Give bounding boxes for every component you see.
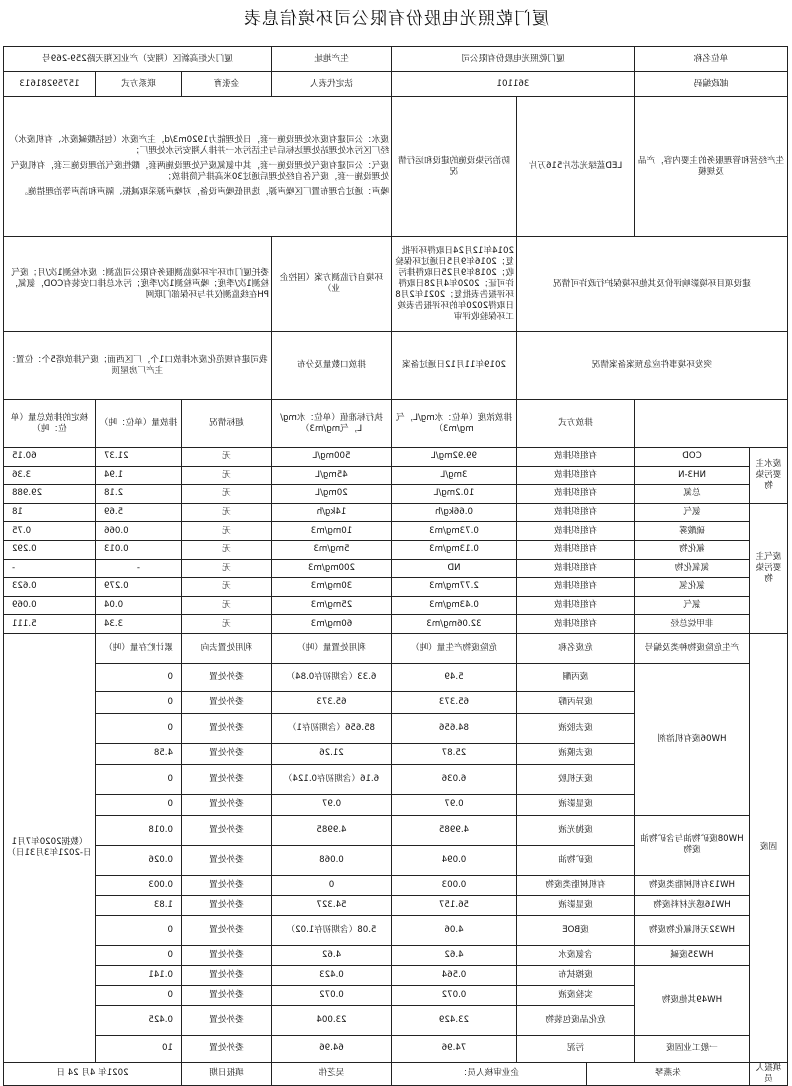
table-row: HW49其他废物 废擦拭布 0.564 0.423 委外处置 0.141 [3, 965, 787, 985]
table-row: 废去膜液 25.87 21.26 委外处置 4.58 [3, 743, 787, 764]
environment-info-table [3, 46, 788, 1086]
table-row: 一般工业固废 污泥 74.96 64.96 委外处置 10 [3, 1035, 787, 1062]
table-row: 氟化物 有组织排放 0.13mg/m3 5mg/m3 无 0.013 0.292 [3, 540, 787, 559]
reviewer-label: 企业审核人员： [391, 1062, 586, 1085]
contact-value: 15759281613 [3, 72, 95, 97]
table-row: HW13有机树脂类废物 有机树脂类废物 0.003 0 委外处置 0.003 [3, 875, 787, 895]
reviewer-value: 吴芝伟 [271, 1062, 391, 1085]
row-solid-header [3, 633, 787, 663]
date-value: 2021年 4月 24 日 [3, 1062, 181, 1085]
table-row: 废矿物油 0.094 0.068 委外处置 0.026 [3, 845, 787, 875]
table-row: 氯化氢 有组织排放 2.77mg/m3 30mg/m3 无 0.279 0.623 [3, 578, 787, 597]
row-footer [3, 1062, 787, 1085]
waste-gas-group-label: 废气主要污染物 [750, 503, 788, 633]
header-exceed: 超标情况 [181, 400, 271, 448]
table-row: 氮氧化物 有组织排放 ND 200mg/m3 无 - - [3, 559, 787, 578]
table-row: 废无机胶 6.036 6.16（含期初存0.124） 委外处置 0 [3, 764, 787, 794]
header-method: 排放方式 [516, 400, 634, 448]
postcode-value: 361101 [391, 72, 634, 97]
row-emergency [3, 332, 787, 400]
table-row: NH3-N 有组织排放 3mg/L 45mg/L 无 1.94 3.36 [3, 466, 787, 485]
address-label: 生产地址 [271, 47, 391, 72]
facility-text [3, 97, 391, 237]
table-row: 氯气 有组织排放 0.43mg/m3 25mg/m3 无 0.04 0.069 [3, 596, 787, 615]
document-title: 厦门乾照光电股份有限公司环境信息表 [243, 9, 549, 29]
table-row: HW32无机氟化物废物 废BOE 4.06 5.08（含期初存1.02） 委外处置 0 [3, 915, 787, 945]
header-utilized: 利用处置量（吨） [271, 633, 391, 663]
table-row: HW08废矿物油与含矿物油废物 废抛光液 4.9985 4.9985 委外处置 0.018 [3, 815, 787, 845]
outlet-label: 排放口数量及分布 [271, 332, 391, 400]
eia-text: 2014年12月24日取得环评批复；2016年9月5日通过环保验收；2018年9月25日取得排污许可证；2020年4月28日取得环评报告表批复；2021年2月8日取得2020年的环评报告表竣工环保验收评审 [391, 237, 516, 332]
facility-label: 防治污染设施的建设和运行情况 [391, 97, 516, 237]
waste-gas-facility: 废气：公司建有废气处理设施一套，其中氨氮废气处理设施两套，酸性废气治理设施三套，有机废气处理设施一套，废气各自经处理后通过30米高排气筒排放； [10, 161, 389, 182]
date-label: 填报日期 [181, 1062, 271, 1085]
header-conc: 排放浓度（单位：水mg/L，气mg/m3） [391, 400, 516, 448]
monitor-text: 委托厦门市环宇环境监测服务有限公司监测：废水检测1次/月；废气检测1次/季度；噪声检测1次/季度；污水总排口安装有COD，氨氮，PH在线监测仪并与环保部门联网 [3, 237, 271, 332]
wastewater-facility: 废水：公司建有废水处理设施一套，日处理能力1920m3/d，主产废水（包括酸碱废水、有机废水）经厂区污水处理站处理达标后与生活污水一并排入翔安污水处理厂； [9, 135, 389, 156]
table-row: 实验废液 0.072 0.072 委外处置 0 [3, 985, 787, 1005]
row-emission-header [3, 400, 787, 448]
table-row: 硫酸雾 有组织排放 0.73mg/m3 10mg/m3 无 0.066 0.75 [3, 522, 787, 541]
header-name: 危废名称 [516, 633, 634, 663]
monitor-label: 环境自行监测方案（国控企业） [271, 237, 391, 332]
table-row: 废显影液 0.97 0.97 委外处置 0 [3, 794, 787, 815]
header-standard: 执行标准值（单位：水mg/L，气mg/m3） [271, 400, 391, 448]
header-approved: 核定的排放总量（单位：吨） [3, 400, 95, 448]
table-row: 废气主要污染物 氨气 有组织排放 0.66kg/h 14kg/h 无 5.69 18 [3, 503, 787, 522]
filler-value: 朱燕琴 [586, 1062, 749, 1085]
unit-name: 厦门乾照光电股份有限公司 [391, 47, 634, 72]
header-produced: 危险废物产生量（吨） [391, 633, 516, 663]
legal-value: 金张育 [181, 72, 271, 97]
table-row: 危化品废包装物 23.429 23.004 委外处置 0.425 [3, 1005, 787, 1035]
row-business [3, 97, 787, 237]
table-row: 废异丙醇 65.373 65.373 委外处置 0 [3, 691, 787, 713]
header-stored: 累计贮存量（吨） [95, 633, 181, 663]
unit-label: 单位名称 [634, 47, 787, 72]
table-row: 废去胶液 84.656 85.656（含期初存1） 委外处置 0 [3, 713, 787, 743]
solid-group-label: 固废 [750, 633, 788, 1062]
contact-label: 联系方式 [95, 72, 181, 97]
header-destination: 利用处置去向 [181, 633, 271, 663]
solid-period: （数据2020年7月1日-2021年3月31日） [3, 633, 95, 1062]
postcode-label: 邮政编码 [634, 72, 787, 97]
row-eia [3, 237, 787, 332]
table-row: 非甲烷总烃 有组织排放 32.06mg/m3 60mg/m3 无 3.34 5.111 [3, 615, 787, 634]
address-value: 厦门火炬高新区（翔安）产业区翔天路259-269号 [3, 47, 271, 72]
eia-label: 建设项目环境影响评价及其他环境保护行政许可情况 [516, 237, 787, 332]
business-product: LED蓝绿光芯片516万片 [516, 97, 634, 237]
wastewater-group-label: 废水主要污染物 [750, 448, 788, 504]
row-unit [3, 47, 787, 72]
table-row: 废水主要污染物 COD 有组织排放 99.92mg/L 500mg/L 无 21.37 60.15 [3, 448, 787, 467]
outlet-text: 我司建有规范化废水排放口1个，厂区西面；废气排放塔5个：位置：主产厂房屋顶 [3, 332, 271, 400]
noise-facility: 噪声：通过合理布置厂区噪声源，选用低噪声设备，对噪声源采取减振、隔声和消声等治理措施。 [19, 187, 389, 197]
table-row: HW06废有机溶剂 废丙酮 5.49 6.33（含期初存0.84） 委外处置 0 [3, 663, 787, 691]
filler-label: 填报人员 [750, 1062, 788, 1085]
emergency-label: 突发环境事件应急预案备案情况 [516, 332, 787, 400]
legal-label: 法定代表人 [271, 72, 391, 97]
header-amount: 排放量（单位：吨） [95, 400, 181, 448]
header-category: 产生危险废物种类及编号 [634, 633, 749, 663]
row-postcode [3, 72, 787, 97]
emergency-text: 2019年11月12日通过备案 [391, 332, 516, 400]
table-row: HW16感光材料废物 废显影液 56.157 54.327 委外处置 1.83 [3, 895, 787, 915]
table-row: 总氮 有组织排放 10.2mg/L 20mg/L 无 2.18 29.988 [3, 485, 787, 504]
business-label: 生产经营和管理服务的主要内容，产品及规模 [634, 97, 787, 237]
table-row: HW35废碱 含氨废水 4.62 4.62 委外处置 0 [3, 945, 787, 965]
